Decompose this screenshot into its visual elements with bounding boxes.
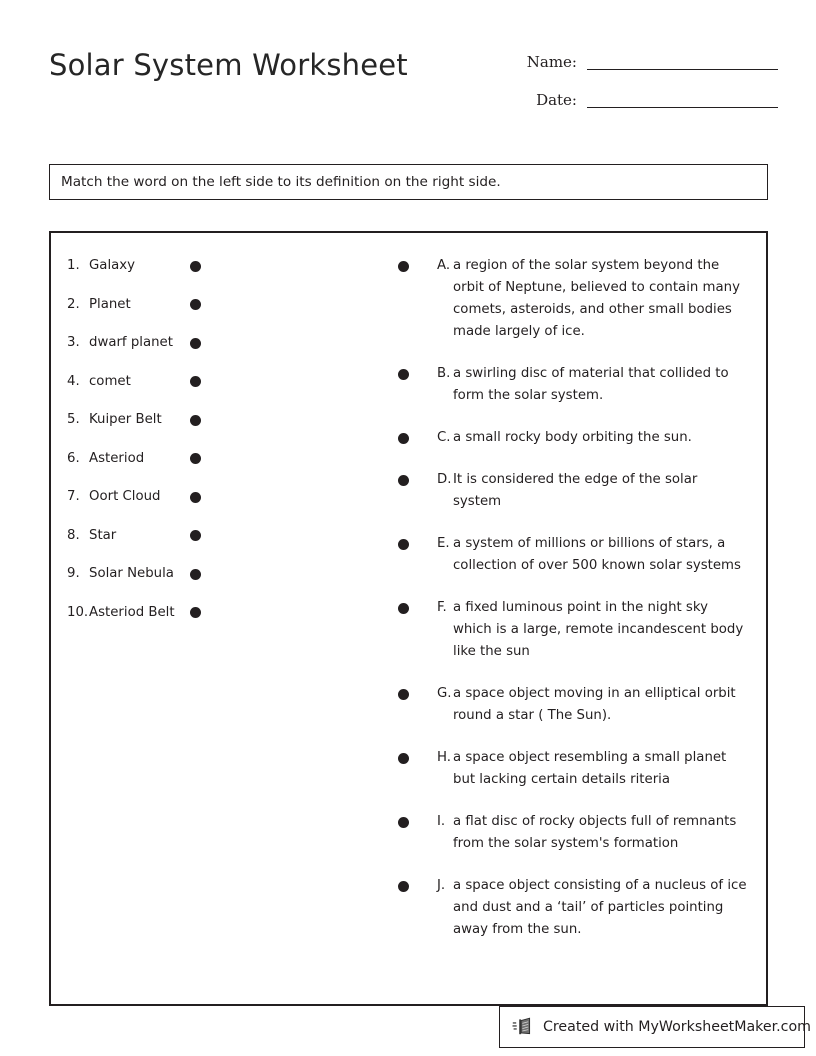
- definition-item: [398, 875, 748, 941]
- definition-letter: H.: [437, 750, 451, 765]
- definition-text: [437, 427, 748, 449]
- definition-text: [437, 747, 748, 791]
- date-input-line[interactable]: [587, 107, 778, 108]
- term-item: [67, 332, 267, 354]
- definition-body: It is considered the edge of the solar system: [453, 472, 698, 509]
- definition-item: [398, 469, 748, 513]
- term-label: Planet: [89, 296, 131, 312]
- definition-match-dot[interactable]: [398, 539, 409, 550]
- definition-text: [437, 597, 748, 663]
- term-label: Star: [89, 527, 117, 543]
- worksheet-header: [0, 0, 816, 140]
- definition-item: [398, 683, 748, 727]
- definition-letter: F.: [437, 600, 447, 615]
- terms-column: [67, 255, 267, 640]
- definition-letter: A.: [437, 258, 451, 273]
- term-text: [67, 255, 177, 277]
- term-label: Galaxy: [89, 258, 136, 273]
- term-match-dot[interactable]: [190, 453, 201, 464]
- term-item: [67, 409, 267, 431]
- name-label: Name:: [526, 53, 577, 71]
- definition-body: a system of millions or billions of stars, a collection of over 500 known solar systems: [453, 536, 741, 573]
- definition-item: [398, 597, 748, 663]
- term-text: [67, 332, 177, 354]
- term-text: [67, 409, 177, 431]
- term-item: [67, 525, 267, 547]
- definition-match-dot[interactable]: [398, 689, 409, 700]
- definition-match-dot[interactable]: [398, 603, 409, 614]
- term-text: [67, 525, 177, 547]
- matching-exercise-box: [49, 231, 768, 1006]
- definition-item: [398, 255, 748, 343]
- definition-letter: E.: [437, 536, 450, 551]
- term-match-dot[interactable]: [190, 338, 201, 349]
- definition-match-dot[interactable]: [398, 433, 409, 444]
- date-label: Date:: [536, 91, 577, 109]
- term-match-dot[interactable]: [190, 261, 201, 272]
- term-label: Oort Cloud: [89, 489, 161, 504]
- definition-body: a space object resembling a small planet but lacking certain details riteria: [453, 750, 727, 787]
- definition-match-dot[interactable]: [398, 753, 409, 764]
- term-number: 5.: [67, 412, 80, 427]
- definitions-column: [398, 255, 748, 961]
- term-match-dot[interactable]: [190, 569, 201, 580]
- definition-match-dot[interactable]: [398, 369, 409, 380]
- definition-text: [437, 363, 748, 407]
- definition-letter: J.: [437, 878, 446, 893]
- definition-text: [437, 533, 748, 577]
- term-text: [67, 371, 177, 393]
- term-number: 7.: [67, 489, 80, 504]
- term-item: [67, 448, 267, 470]
- term-item: [67, 371, 267, 393]
- definition-text: [437, 683, 748, 727]
- term-number: 1.: [67, 258, 80, 273]
- term-match-dot[interactable]: [190, 299, 201, 310]
- definition-match-dot[interactable]: [398, 475, 409, 486]
- term-number: 3.: [67, 335, 80, 350]
- definition-body: a swirling disc of material that collided to form the solar system.: [453, 366, 729, 403]
- term-text: [67, 294, 177, 316]
- definition-body: a space object moving in an elliptical orbit round a star ( The Sun).: [453, 686, 736, 723]
- definition-body: a region of the solar system beyond the orbit of Neptune, believed to contain many comets, asteroids, and other small bodies made largely of ice.: [453, 258, 740, 339]
- term-text: [67, 563, 177, 585]
- term-label: dwarf planet: [89, 335, 173, 350]
- definition-body: a small rocky body orbiting the sun.: [453, 430, 692, 445]
- definition-body: a fixed luminous point in the night sky which is a large, remote incandescent body like the sun: [453, 600, 744, 659]
- term-number: 8.: [67, 527, 80, 543]
- term-match-dot[interactable]: [190, 530, 201, 541]
- definition-item: [398, 747, 748, 791]
- term-number: 10.: [67, 604, 89, 620]
- term-match-dot[interactable]: [190, 492, 201, 503]
- definition-letter: G.: [437, 686, 452, 701]
- definition-letter: I.: [437, 814, 446, 829]
- definition-match-dot[interactable]: [398, 817, 409, 828]
- definition-text: [437, 875, 748, 941]
- footer-credit-text: Created with MyWorksheetMaker.com: [543, 1019, 811, 1035]
- instruction-text: Match the word on the left side to its definition on the right side.: [61, 173, 501, 190]
- term-number: 2.: [67, 296, 80, 312]
- term-number: 9.: [67, 566, 80, 581]
- definition-letter: B.: [437, 366, 451, 381]
- worksheet-maker-logo-icon: [512, 1016, 534, 1038]
- term-label: Solar Nebula: [89, 566, 174, 581]
- name-input-line[interactable]: [587, 69, 778, 70]
- date-field-row: [519, 91, 778, 109]
- term-match-dot[interactable]: [190, 376, 201, 387]
- definition-body: a space object consisting of a nucleus of ice and dust and a ‘tail’ of particles pointing away from the sun.: [453, 878, 747, 937]
- term-item: [67, 486, 267, 508]
- footer-credit-badge[interactable]: [499, 1006, 811, 1048]
- term-number: 4.: [67, 373, 80, 389]
- term-item: [67, 563, 267, 585]
- definition-text: [437, 811, 748, 855]
- definition-body: a flat disc of rocky objects full of remnants from the solar system's formation: [453, 814, 737, 851]
- term-match-dot[interactable]: [190, 415, 201, 426]
- definition-item: [398, 533, 748, 577]
- name-field-row: [519, 53, 778, 71]
- term-item: [67, 255, 267, 277]
- term-label: Asteriod Belt: [89, 604, 175, 620]
- definition-match-dot[interactable]: [398, 261, 409, 272]
- definition-item: [398, 427, 748, 449]
- definition-text: [437, 469, 748, 513]
- term-item: [67, 602, 267, 624]
- instruction-box: [49, 164, 768, 200]
- definition-letter: D.: [437, 472, 452, 487]
- definition-letter: C.: [437, 430, 451, 445]
- definition-match-dot[interactable]: [398, 881, 409, 892]
- definition-item: [398, 363, 748, 407]
- term-text: [67, 602, 177, 624]
- term-text: [67, 486, 177, 508]
- definition-item: [398, 811, 748, 855]
- term-label: Asteriod: [89, 450, 145, 466]
- term-match-dot[interactable]: [190, 607, 201, 618]
- page-title: Solar System Worksheet: [49, 48, 408, 82]
- term-number: 6.: [67, 450, 80, 466]
- term-label: comet: [89, 373, 131, 389]
- term-item: [67, 294, 267, 316]
- term-label: Kuiper Belt: [89, 412, 162, 427]
- term-text: [67, 448, 177, 470]
- definition-text: [437, 255, 748, 343]
